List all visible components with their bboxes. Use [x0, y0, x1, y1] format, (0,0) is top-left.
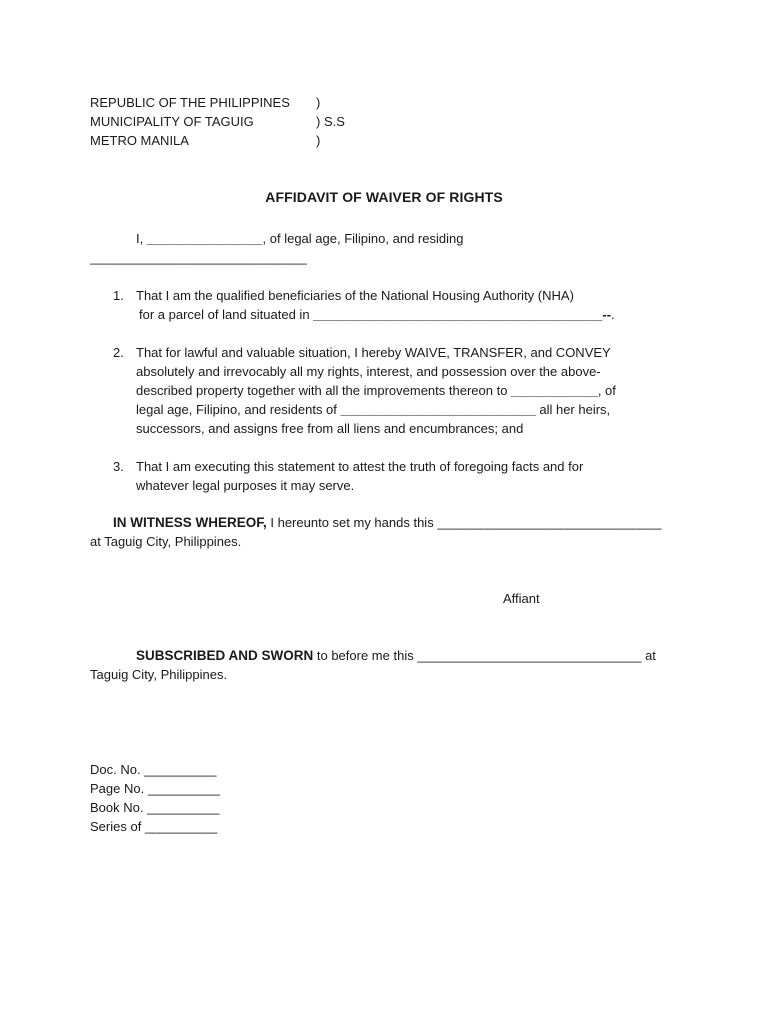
witness-line [113, 513, 661, 532]
document-title: AFFIDAVIT OF WAIVER OF RIGHTS [265, 189, 503, 205]
item-2-number: 2. [113, 345, 124, 360]
item-1-line2-prefix: for a parcel of land situated in [139, 307, 314, 322]
item-1-number: 1. [113, 288, 124, 303]
witness-heading: IN WITNESS WHEREOF, [113, 515, 267, 530]
sworn-date-blank[interactable]: _______________________________ [417, 648, 642, 663]
item-2-line4-prefix: legal age, Filipino, and residents of [136, 402, 341, 417]
name-blank[interactable]: ________________ [146, 231, 263, 246]
item-2-line3 [136, 381, 616, 400]
item-1-line2-suffix: . [611, 307, 615, 322]
item-2-line3-prefix: described property together with all the improvements thereon to [136, 383, 512, 398]
item-2-line3-suffix: , of [597, 383, 616, 398]
sworn-line [136, 646, 656, 665]
item-2-line5: successors, and assigns free from all liens and encumbrances; and [136, 421, 524, 436]
item-2-line1: That for lawful and valuable situation, I hereby WAIVE, TRANSFER, and CONVEY [136, 345, 611, 360]
item-2-line4 [136, 400, 610, 419]
item-3-number: 3. [113, 459, 124, 474]
page-no-field[interactable]: Page No. __________ [90, 781, 221, 796]
sworn-text: to before me this [313, 648, 418, 663]
venue-paren-1: ) [316, 95, 321, 110]
item-1-line1: That I am the qualified beneficiaries of the National Housing Authority (NHA) [136, 288, 574, 303]
venue-metro: METRO MANILA [90, 133, 189, 148]
witness-line2: at Taguig City, Philippines. [90, 534, 242, 549]
intro-line [136, 229, 463, 248]
doc-no-field[interactable]: Doc. No. __________ [90, 762, 217, 777]
item-2-line4-suffix: all her heirs, [535, 402, 611, 417]
book-no-field[interactable]: Book No. __________ [90, 800, 220, 815]
witness-text: I hereunto set my hands this [266, 515, 438, 530]
item-3-line2: whatever legal purposes it may serve. [136, 478, 355, 493]
sworn-heading: SUBSCRIBED AND SWORN [136, 648, 314, 663]
venue-paren-ss: ) S.S [316, 114, 345, 129]
intro-prefix: I, [136, 231, 147, 246]
item-2-line2: absolutely and irrevocably all my rights, interest, and possession over the above- [136, 364, 601, 379]
item-1-line2 [139, 305, 615, 324]
venue-municipality: MUNICIPALITY OF TAGUIG [90, 114, 254, 129]
transferee-blank[interactable]: ____________ [511, 383, 598, 398]
land-location-blank[interactable]: ________________________________________-- [313, 307, 612, 322]
venue-republic: REPUBLIC OF THE PHILIPPINES [90, 95, 290, 110]
venue-paren-3: ) [316, 133, 321, 148]
series-field[interactable]: Series of __________ [90, 819, 218, 834]
item-3-line1: That I am executing this statement to attest the truth of foregoing facts and for [136, 459, 584, 474]
intro-suffix: , of legal age, Filipino, and residing [262, 231, 464, 246]
address-blank[interactable]: ______________________________ [90, 250, 307, 265]
witness-date-blank[interactable]: _______________________________ [437, 515, 662, 530]
affiant-label: Affiant [503, 591, 540, 606]
residence-blank[interactable]: ___________________________ [340, 402, 536, 417]
sworn-suffix: at [641, 648, 656, 663]
sworn-line2: Taguig City, Philippines. [90, 667, 228, 682]
